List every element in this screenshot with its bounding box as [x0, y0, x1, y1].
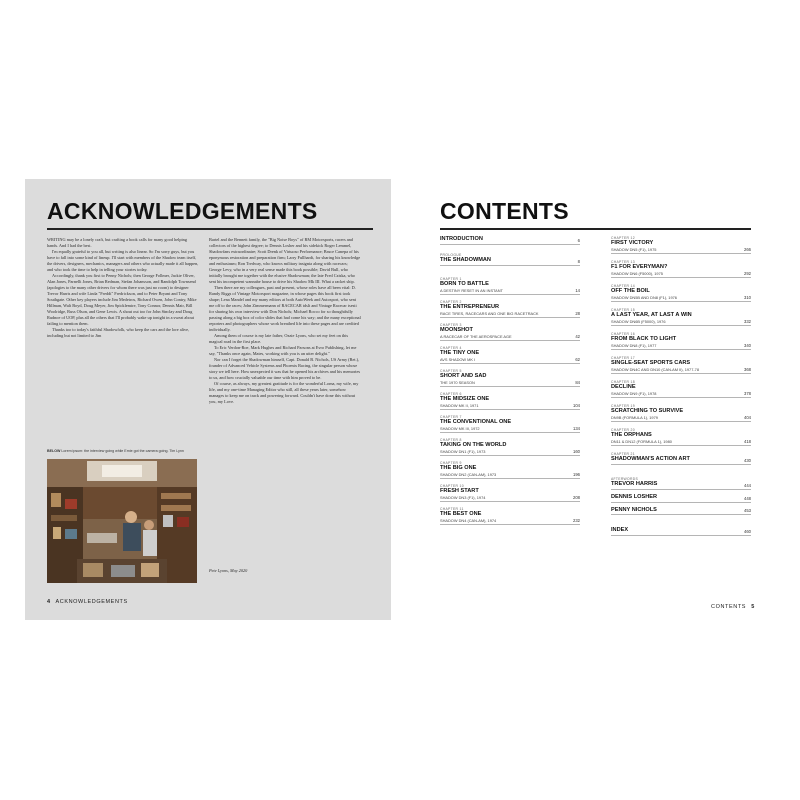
toc-entry-page-number: 134	[573, 425, 580, 431]
toc-entry	[611, 507, 751, 516]
workshop-photo	[47, 459, 197, 583]
toc-entry-page-number: 28	[575, 310, 580, 316]
toc-entry-label: CHAPTER 18	[611, 380, 635, 384]
toc-entry	[611, 428, 751, 446]
toc-entry	[440, 323, 580, 341]
title-rule	[440, 228, 751, 230]
toc-entry-page-number: 104	[573, 402, 580, 408]
right-page-folio	[711, 604, 755, 610]
paragraph: Then there are my colleagues, past and present, whose roles have all been vital: D. Randy Riggs of Vintage Motorsport magazine, in whose pages this book first took shape; Lena Mandel and my many editors at both AutoWeek and Autosport, who sent me off to the races; John Zimmermann of RACECAR tdslt and Vintage Racecar tsesti for sharing his own interview with Don Nichols; Michael Rocco for so thoughtfully passing along a big box of color slides that had come his way; and the many exceptional reporters and photographers whose work breathed life into these pages and are credited individually.	[209, 285, 361, 332]
toc-entry-label: AFTERWORDS	[611, 477, 639, 481]
left-page	[25, 179, 391, 620]
toc-entry	[611, 527, 751, 536]
paragraph: Thanks too to today's faithful Shadowfolk, who keep the cars and the lore alive, including but not limited to Jim	[47, 327, 190, 338]
toc-entry-title: DECLINE	[611, 384, 636, 391]
toc-entry-subtitle: SHADOW DN6B (F5000), 1976	[611, 319, 666, 324]
paragraph: Nor can I forget the Shadowman himself, Capt. Donald B. Nichols, US Army (Ret.), founder of Advanced Vehicle Systems and Phoenix Racing, the singular person whose story we tell here. How unexpected it was that he opened his archives and his memories to us, and how crucially valuable our time with him proved to be.	[209, 357, 361, 380]
paragraph: Of course, as always, my greatest gratitude is for the wonderful Lorna, my wife, my life, and my one-time Managing Editor who still, all these years later, somehow manages to keep me on track and powering forward. Couldn't have done this without you, my Love.	[209, 381, 359, 404]
toc-entry-title: BORN TO BATTLE	[440, 281, 489, 287]
toc-entry-title: SINGLE-SEAT SPORTS CARS	[611, 360, 691, 367]
toc-entry-title: INDEX	[611, 527, 629, 534]
toc-entry-subtitle: SHADOW DN6 (F5000), 1975	[611, 271, 663, 276]
toc-entry-subtitle: SHADOW DN5 (F1), 1975	[611, 247, 657, 252]
toc-entry-subtitle: SHADOW DN9 (F1), 1978	[611, 391, 657, 396]
toc-entry-subtitle: SHADOW DN8 (F1), 1977	[611, 343, 657, 348]
toc-entry-label: CHAPTER 1	[440, 276, 462, 281]
toc-entry-page-number: 404	[744, 415, 751, 420]
toc-entry	[440, 438, 580, 456]
toc-entry-page-number: 208	[573, 494, 580, 500]
toc-entry	[611, 477, 751, 490]
toc-entry-page-number: 6	[577, 237, 580, 243]
toc-entry-label: CHAPTER 19	[611, 404, 635, 408]
toc-entry-page-number: 42	[575, 333, 580, 339]
toc-entry-page-number: 453	[744, 508, 751, 514]
toc-entry-title: SCRATCHING TO SURVIVE	[611, 408, 684, 415]
page-number: 4	[47, 599, 51, 605]
acknowledgements-column-1	[47, 237, 199, 339]
toc-entry	[440, 484, 580, 502]
toc-entry-title: TREVOR HARRIS	[611, 481, 658, 488]
running-head: ACKNOWLEDGEMENTS	[55, 599, 128, 605]
toc-entry-title: MOONSHOT	[440, 327, 473, 333]
toc-entry-label: PROLOGUE	[440, 252, 462, 257]
paragraph: Bartel and the Bennett family, the "Big Noise Boys" of RM Motorsports, racers and collectors of the highest degree; to Dennis Losher and his sidekick Roger Lemmel, Shadowfans extraordinaire; Scott Drenk of Virtuoso Performance; Bruce Canepa of his eponymous restoration and preparation firm; Larry Fullhardt, for sharing his knowledge and enthusiasm; Ron Tredway, who knows military insignia along with racecars; George Levy, who in a very real sense made this book possible; David Bull, who initially brought me together with the elusive Shadowman; the late Fred Cziska, who sent his incompetent wannabe house to drive his Shadow Mk III. What a racket ship.	[209, 237, 361, 284]
toc-entry-page-number: 292	[744, 271, 751, 276]
paragraph: WRITING may be a lonely craft, but crafting a book calls for many good helping hands. And I had the best.	[47, 237, 187, 248]
caption-text: Lorem ipsum: the interview going while Ernie got the camera going. Tim Lynn	[61, 449, 184, 453]
toc-entry	[440, 277, 580, 295]
toc-column-1	[440, 236, 580, 525]
toc-entry-subtitle: RACE TIRES, RACECARS AND ONE BIG RACETRACK	[440, 310, 539, 316]
toc-entry-subtitle: A RACECAR OF THE AEROSPACE AGE	[440, 333, 512, 339]
toc-entry-page-number: 62	[575, 356, 580, 362]
toc-entry-label: CHAPTER 9	[440, 460, 462, 465]
toc-entry-title: FRESH START	[440, 488, 479, 494]
toc-entry-label: CHAPTER 13	[611, 260, 635, 264]
toc-entry-title: PENNY NICHOLS	[611, 506, 657, 513]
toc-entry-subtitle: SHADOW DN2 (CAN-AM), 1973	[440, 471, 497, 477]
toc-entry-page-number: 418	[744, 439, 751, 444]
toc-entry-page-number: 368	[744, 367, 751, 372]
toc-entry	[440, 369, 580, 387]
toc-entry	[611, 236, 751, 254]
toc-entry-subtitle: SHADOW MK II, 1971	[440, 402, 479, 408]
toc-entry-page-number: 84	[575, 379, 580, 385]
toc-entry-subtitle: A DESTINY RESET IN AN INSTANT	[440, 287, 503, 293]
toc-entry-label: CHAPTER 3	[440, 322, 462, 327]
toc-entry	[440, 461, 580, 479]
toc-entry-page-number: 8	[577, 258, 580, 264]
toc-entry	[611, 494, 751, 503]
author-signoff: Pete Lyons, May 2020	[209, 568, 248, 573]
toc-entry-subtitle: SHADOW DN4C AND DN10 (CAN-AM II), 1977-78	[611, 367, 699, 372]
toc-entry	[440, 253, 580, 266]
toc-entry-title: FIRST VICTORY	[611, 240, 654, 247]
toc-entry	[440, 415, 580, 433]
toc-entry-page-number: 160	[573, 448, 580, 454]
toc-entry-label: CHAPTER 15	[611, 308, 635, 312]
paragraph: Among them of course is my late father, Ozzie Lyons, who set my feet on this magical road in the first place.	[209, 333, 349, 344]
toc-entry-label: CHAPTER 12	[611, 236, 635, 240]
toc-entry-page-number: 340	[744, 343, 751, 348]
toc-column-2	[611, 236, 751, 536]
toc-entry	[440, 236, 580, 245]
toc-entry-title: THE BEST ONE	[440, 511, 482, 517]
toc-entry	[611, 308, 751, 326]
toc-entry-page-number: 460	[744, 528, 751, 534]
toc-entry-title: OFF THE BOIL	[611, 288, 650, 295]
running-head: CONTENTS	[711, 604, 747, 610]
toc-entry-subtitle: THE 1970 SEASON	[440, 379, 475, 385]
toc-entry-page-number: 444	[744, 483, 751, 488]
toc-entry-title: DENNIS LOSHER	[611, 494, 657, 500]
toc-entry-title: THE MIDSIZE ONE	[440, 396, 490, 402]
toc-entry-title: INTRODUCTION	[440, 236, 483, 242]
photo-caption	[47, 449, 199, 454]
acknowledgements-column-2	[209, 237, 361, 405]
toc-entry	[611, 380, 751, 398]
toc-entry-page-number: 310	[744, 295, 751, 300]
toc-entry	[611, 260, 751, 278]
toc-entry-label: CHAPTER 21	[611, 452, 635, 456]
page-number: 5	[751, 604, 755, 610]
toc-entry-subtitle: SHADOW DN1 (F1), 1973	[440, 448, 486, 454]
toc-entry	[611, 284, 751, 302]
toc-entry	[611, 332, 751, 350]
left-page-folio	[47, 599, 128, 605]
toc-entry-label: CHAPTER 5	[440, 368, 462, 373]
toc-entry-page-number: 14	[575, 287, 580, 293]
toc-entry-label: CHAPTER 17	[611, 356, 635, 360]
title-rule	[47, 228, 373, 230]
toc-entry	[611, 452, 751, 465]
toc-entry	[440, 346, 580, 364]
toc-entry-label: CHAPTER 8	[440, 437, 462, 442]
toc-entry-page-number: 378	[744, 391, 751, 396]
contents-title: CONTENTS	[440, 198, 569, 224]
toc-entry-title: THE SHADOWMAN	[440, 257, 491, 263]
paragraph: To Eric Verdon-Roe, Mark Hughes and Richard Parsons at Evro Publishing, let me say, "Thanks once again, Mates, working with you is an utter delight."	[209, 345, 357, 356]
toc-entry-page-number: 430	[744, 458, 751, 463]
toc-entry	[611, 404, 751, 422]
toc-entry-label: CHAPTER 10	[440, 483, 464, 488]
toc-entry-subtitle: SHADOW DN5B AND DN8 (F1), 1976	[611, 295, 677, 300]
toc-entry-page-number: 266	[744, 247, 751, 252]
caption-label: BELOW	[47, 449, 61, 453]
toc-entry-title: THE TINY ONE	[440, 350, 480, 356]
acknowledgements-title: ACKNOWLEDGEMENTS	[47, 198, 318, 224]
toc-entry-subtitle: SHADOW MK III, 1972	[440, 425, 480, 431]
toc-entry-page-number: 332	[744, 319, 751, 324]
toc-entry-label: CHAPTER 4	[440, 345, 462, 350]
toc-entry-label: CHAPTER 16	[611, 332, 635, 336]
toc-entry-label: CHAPTER 6	[440, 391, 462, 396]
toc-entry-title: A LAST YEAR, AT LAST A WIN	[611, 312, 692, 319]
toc-entry-subtitle: DN11 & DN12 (FORMULA 1), 1980	[611, 439, 672, 444]
toc-entry-title: SHORT AND SAD	[440, 373, 487, 379]
toc-entry-title: FROM BLACK TO LIGHT	[611, 336, 677, 343]
toc-entry-label: CHAPTER 2	[440, 299, 462, 304]
toc-entry-label: CHAPTER 14	[611, 284, 635, 288]
toc-entry-title: THE ENTREPRENEUR	[440, 304, 500, 310]
toc-entry-label: CHAPTER 20	[611, 428, 635, 432]
toc-entry-page-number: 232	[573, 517, 580, 523]
toc-entry-page-number: 196	[573, 471, 580, 477]
toc-entry-subtitle: AVS SHADOW MK I	[440, 356, 476, 362]
toc-entry	[440, 300, 580, 318]
toc-entry	[440, 392, 580, 410]
toc-entry-subtitle: DN9B (FORMULA 1), 1979	[611, 415, 658, 420]
toc-entry-subtitle: SHADOW DN3 (F1), 1974	[440, 494, 486, 500]
toc-entry-title: THE BIG ONE	[440, 465, 477, 471]
paragraph: Accordingly, thank you first to Penny Nichols; then George Follmer, Jackie Oliver, Alan Jones, Parnelli Jones, Brian Redman, Stefan Johansson, and Randolph Townsend (apologies to the many other drivers for whom there was just no room) to designer Trevor Harris and wife Linda "Freddi" Fredrickson, and to Peter Bryant and Tony Southgate. Other key players include Jim Medeiros, Richard Owen, John Contry, Mike Hillman, Walt Boyd, Doug Meyer, Jim Spicklemire, Tony Connor, Dennis Mair, Bill Woolridge, Russ Olson, and Gene Lewis. A shout out too for John Sinclay and Doug Rudnoe of UOP, plus all the others that I'll probably wake up tonight in a sweat about failing to mention them.	[47, 273, 197, 326]
toc-entry-subtitle: SHADOW DN4 (CAN-AM), 1974	[440, 517, 497, 523]
toc-entry-title: F1 FOR EVERYMAN?	[611, 264, 668, 271]
toc-entry-label: CHAPTER 11	[440, 506, 464, 511]
toc-entry-label: CHAPTER 7	[440, 414, 462, 419]
toc-entry-title: SHADOWMAN'S ACTION ART	[611, 456, 690, 463]
paragraph: I'm equally grateful to you all, but writing is also linear. So I'm sorry guys, but you have to fall into some kind of lineup. I'll start with members of the Shadow team itself, the drivers, designers, mechanics, managers and others who actually made it all happen, and who took the time to help in telling your stories today.	[47, 249, 199, 272]
toc-entry-title: THE CONVENTIONAL ONE	[440, 419, 512, 425]
toc-entry-title: TAKING ON THE WORLD	[440, 442, 507, 448]
toc-entry-title: THE ORPHANS	[611, 432, 652, 439]
toc-entry	[440, 507, 580, 525]
toc-entry-page-number: 448	[744, 495, 751, 501]
toc-entry	[611, 356, 751, 374]
